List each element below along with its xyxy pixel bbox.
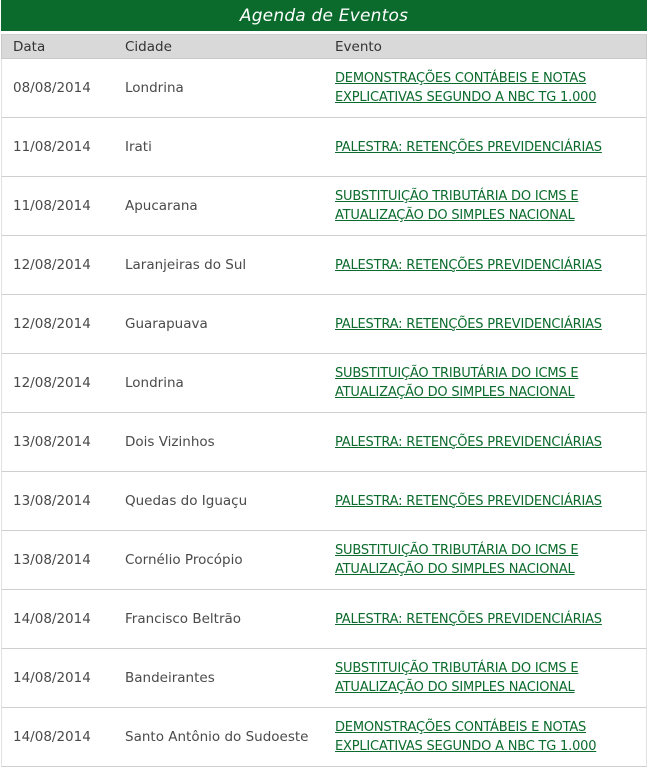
event-date: 13/08/2014 bbox=[13, 434, 91, 450]
table-row bbox=[1, 354, 647, 413]
event-city: Irati bbox=[125, 139, 152, 155]
event-city: Bandeirantes bbox=[125, 670, 215, 686]
event-link[interactable]: SUBSTITUIÇÃO TRIBUTÁRIA DO ICMS E ATUALIZAÇÃO DO SIMPLES NACIONAL bbox=[335, 189, 579, 223]
event-city: Cornélio Procópio bbox=[125, 552, 243, 568]
event-link[interactable]: PALESTRA: RETENÇÕES PREVIDENCIÁRIAS bbox=[335, 493, 602, 509]
event-link[interactable]: SUBSTITUIÇÃO TRIBUTÁRIA DO ICMS E ATUALIZAÇÃO DO SIMPLES NACIONAL bbox=[335, 543, 579, 577]
table-row bbox=[1, 531, 647, 590]
event-date: 14/08/2014 bbox=[13, 670, 91, 686]
event-date: 13/08/2014 bbox=[13, 552, 91, 568]
event-city: Guarapuava bbox=[125, 316, 208, 332]
event-link[interactable]: PALESTRA: RETENÇÕES PREVIDENCIÁRIAS bbox=[335, 257, 602, 273]
event-link[interactable]: DEMONSTRAÇÕES CONTÁBEIS E NOTAS EXPLICATIVAS SEGUNDO A NBC TG 1.000 bbox=[335, 71, 597, 105]
event-city: Londrina bbox=[125, 80, 184, 96]
event-date: 14/08/2014 bbox=[13, 729, 91, 745]
events-table-body bbox=[1, 59, 647, 767]
event-date: 12/08/2014 bbox=[13, 375, 91, 391]
header-city: Cidade bbox=[125, 38, 172, 55]
event-city: Apucarana bbox=[125, 198, 198, 214]
event-link[interactable]: PALESTRA: RETENÇÕES PREVIDENCIÁRIAS bbox=[335, 434, 602, 450]
event-link[interactable]: SUBSTITUIÇÃO TRIBUTÁRIA DO ICMS E ATUALIZAÇÃO DO SIMPLES NACIONAL bbox=[335, 661, 579, 695]
header-date: Data bbox=[13, 38, 46, 55]
table-row bbox=[1, 413, 647, 472]
event-city: Quedas do Iguaçu bbox=[125, 493, 248, 509]
table-row bbox=[1, 236, 647, 295]
event-date: 12/08/2014 bbox=[13, 316, 91, 332]
table-row bbox=[1, 118, 647, 177]
table-row bbox=[1, 708, 647, 767]
event-date: 11/08/2014 bbox=[13, 198, 91, 214]
table-row bbox=[1, 59, 647, 118]
event-city: Laranjeiras do Sul bbox=[125, 257, 247, 273]
table-row bbox=[1, 472, 647, 531]
event-date: 08/08/2014 bbox=[13, 80, 91, 96]
event-date: 13/08/2014 bbox=[13, 493, 91, 509]
event-date: 14/08/2014 bbox=[13, 611, 91, 627]
event-city: Londrina bbox=[125, 375, 184, 391]
table-row bbox=[1, 590, 647, 649]
event-link[interactable]: SUBSTITUIÇÃO TRIBUTÁRIA DO ICMS E ATUALIZAÇÃO DO SIMPLES NACIONAL bbox=[335, 366, 579, 400]
event-date: 11/08/2014 bbox=[13, 139, 91, 155]
event-link[interactable]: PALESTRA: RETENÇÕES PREVIDENCIÁRIAS bbox=[335, 316, 602, 332]
table-header bbox=[1, 34, 647, 59]
events-agenda bbox=[1, 0, 647, 767]
event-city: Santo Antônio do Sudoeste bbox=[125, 729, 309, 745]
event-link[interactable]: DEMONSTRAÇÕES CONTÁBEIS E NOTAS EXPLICATIVAS SEGUNDO A NBC TG 1.000 bbox=[335, 720, 597, 754]
event-link[interactable]: PALESTRA: RETENÇÕES PREVIDENCIÁRIAS bbox=[335, 139, 602, 155]
table-row bbox=[1, 177, 647, 236]
event-link[interactable]: PALESTRA: RETENÇÕES PREVIDENCIÁRIAS bbox=[335, 611, 602, 627]
event-date: 12/08/2014 bbox=[13, 257, 91, 273]
table-row bbox=[1, 295, 647, 354]
table-row bbox=[1, 649, 647, 708]
agenda-title: Agenda de Eventos bbox=[1, 0, 647, 31]
header-event: Evento bbox=[335, 38, 382, 55]
event-city: Dois Vizinhos bbox=[125, 434, 215, 450]
event-city: Francisco Beltrão bbox=[125, 611, 242, 627]
